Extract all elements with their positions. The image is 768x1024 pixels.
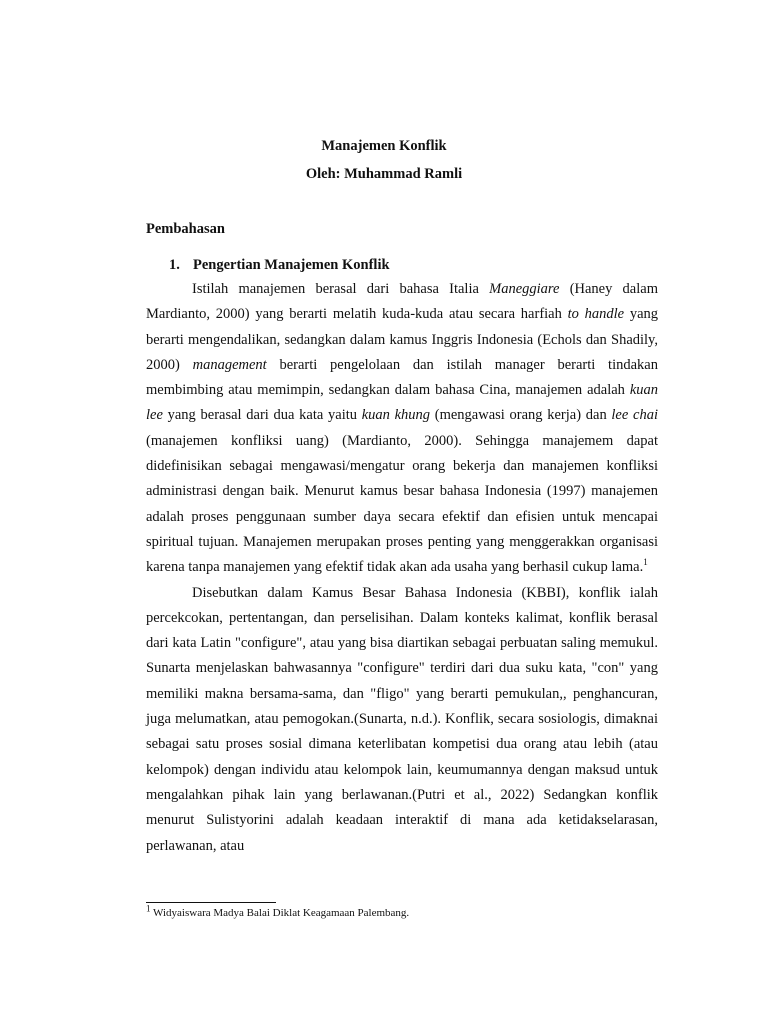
italic-term: Maneggiare [489,281,560,297]
paragraph-2: Disebutkan dalam Kamus Besar Bahasa Indonesia (KBBI), konflik ialah percekcokan, pertentangan, dan perselisihan. Dalam konteks kalimat, konflik berasal dari kata Latin "configure", atau yang bisa diartikan sebagai perbuatan saling memukul. Sunarta menjelaskan bahwasannya "configure" terdiri dari dua suku kata, "con" yang memiliki makna bersama-sama, dan "fligo" yang berarti pemukulan,, penghancuran, juga melumatkan, atau pemogokan.(Sunarta, n.d.). Konflik, secara sosiologis, dimaknai sebagai satu proses sosial dimana keterlibatan kompetisi dua orang atau lebih (atau kelompok) dengan individu atau kelompok lain, keumumannya dengan maksud untuk mengalahkan pihak lain yang berlawanan.(Putri et al., 2022) Sedangkan konflik menurut Sulistyorini adalah keadaan interaktif di mana ada ketidakselarasan, perlawanan, atau [146,584,658,854]
footnote-number: 1 [146,903,151,914]
document-title: Manajemen Konflik [321,138,447,154]
footnote [146,903,666,920]
document-author: Oleh: Muhammad Ramli [305,166,463,182]
italic-term: kuan lee [146,382,658,424]
italic-term: kuan khung [361,407,431,424]
paragraph-1-text: (manajemen konfliksi uang) (Mardianto, 2000). Sehingga manajemem dapat didefinisikan sebagai mengawasi/mengatur orang bekerja dan manajemen konfliksi administrasi dengan baik. Menurut kamus besar bahasa Indonesia (1997) manajemen adalah proses penggunaan sumber daya secara efektif dan efisien untuk mencapai spiritual tujuan. Manajemen merupakan proses penting yang menggerakkan organisasi karena tanpa manajemen yang efektif tidak akan ada usaha yang berhasil cukup lama. [146,432,658,576]
paragraph-1-text: yang berasal dari dua kata yaitu [162,407,362,424]
italic-term: management [192,356,267,373]
footnote-separator [146,902,276,903]
italic-term: lee chai [611,407,658,424]
paragraph-1-text: berarti pengelolaan dan istilah manager berarti tindakan membimbing atau memimpin, sedangkan dalam bahasa Cina, manajemen adalah [146,356,658,399]
paragraph-1-text: yang berarti mengendalikan, sedangkan dalam kamus Inggris Indonesia (Echols dan Shadily, 2000) [146,306,658,373]
paragraph-1 [146,277,658,581]
footnote-reference[interactable]: 1 [643,557,648,568]
paragraph-1-text: (Haney dalam Mardianto, 2000) yang berarti melatih kuda-kuda atau secara harfiah [146,281,658,323]
subsection-number: 1. [169,257,180,273]
paragraph-1-text: Istilah manajemen berasal dari bahasa Italia [192,281,490,297]
section-heading: Pembahasan [146,221,225,237]
paragraph-1-text: (mengawasi orang kerja) dan [430,407,612,424]
footnote-text: Widyaiswara Madya Balai Diklat Keagamaan Palembang. [150,907,410,919]
subsection-title: Pengertian Manajemen Konflik [193,257,390,273]
body-text [146,277,658,859]
italic-term: to handle [567,306,625,323]
